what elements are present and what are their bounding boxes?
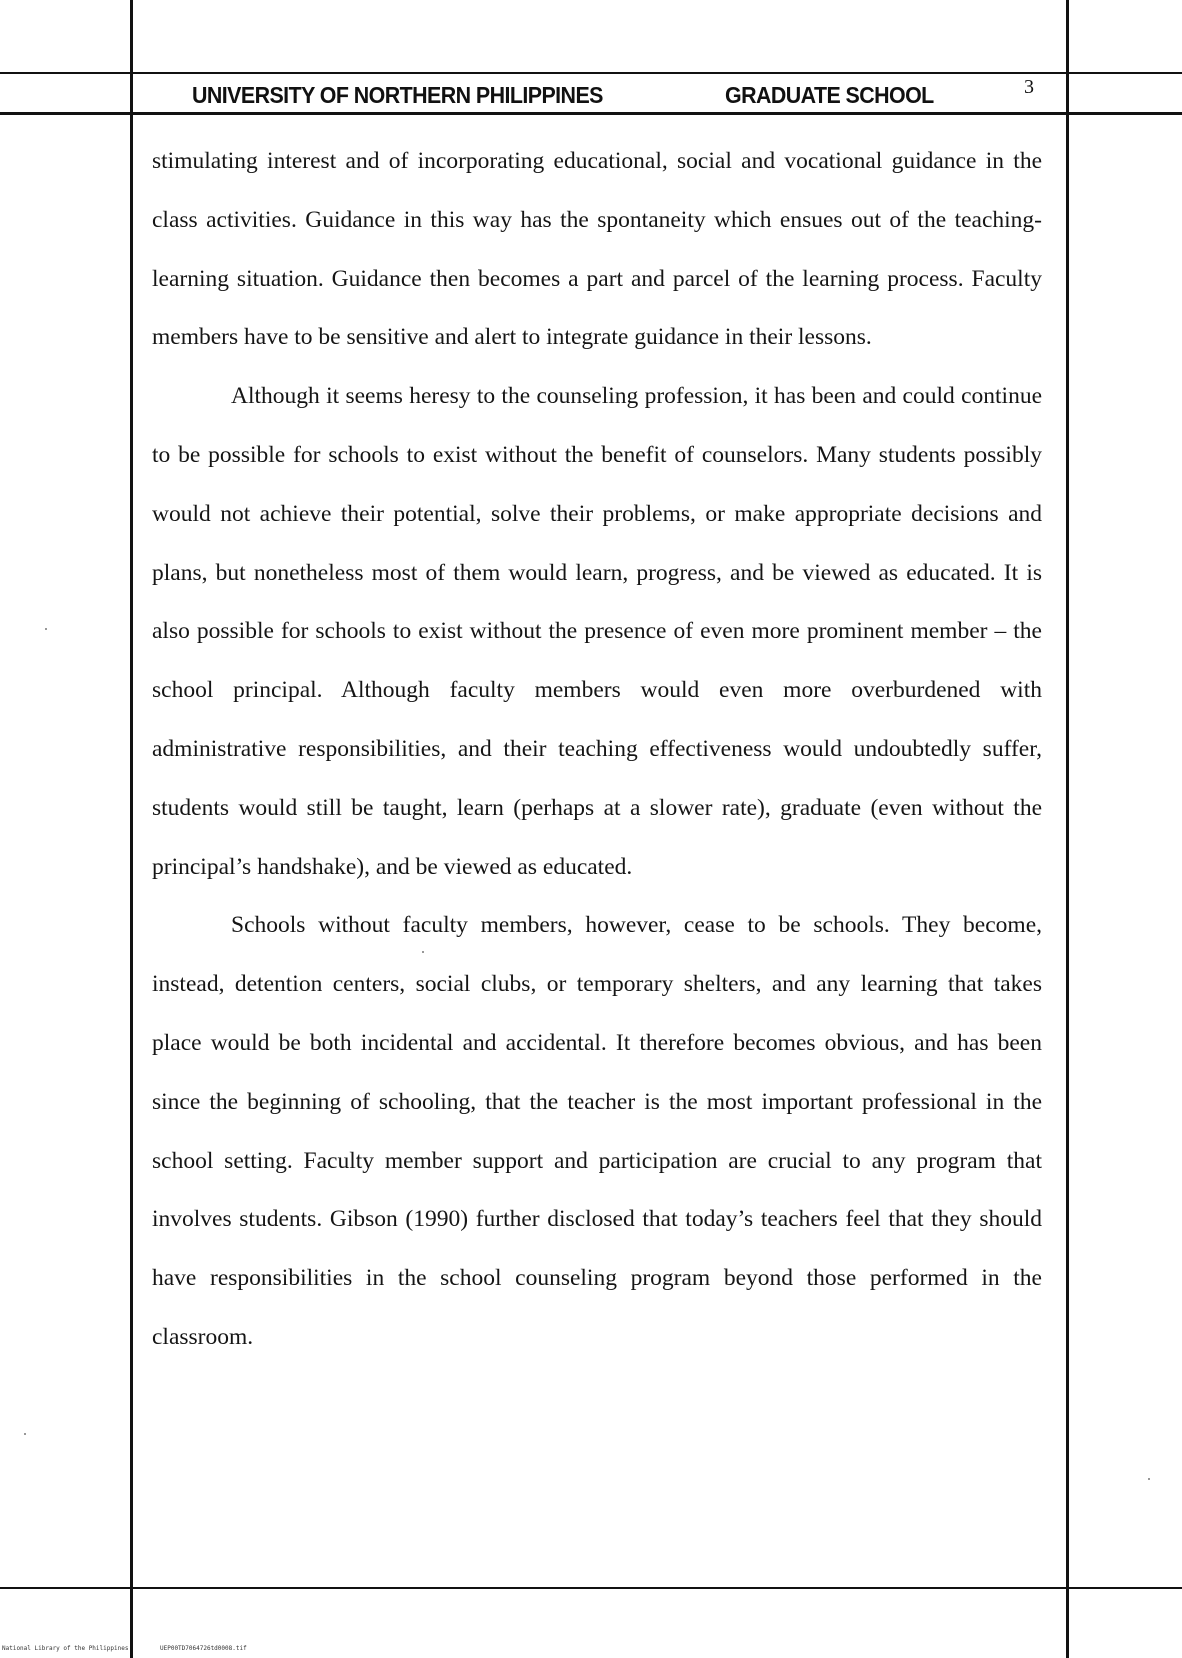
scan-speck: [45, 628, 47, 630]
footer-rule: [0, 1587, 1182, 1589]
document-body: [152, 132, 1042, 1367]
scan-speck: [422, 951, 424, 953]
left-margin-rule: [130, 0, 133, 1658]
paragraph-continuation: stimulating interest and of incorporating educational, social and vocational guidance in the class activities. Guidance in this way has the spontaneity which ensues out of the teaching-learning situation. Guidance then becomes a part and parcel of the learning process. Faculty members have to be sensitive and alert to integrate guidance in their lessons.: [152, 148, 1042, 351]
paragraph-counselors: Although it seems heresy to the counseling profession, it has been and could continue to be possible for schools to exist without the benefit of counselors. Many students possibly would not achieve their potential, solve their problems, or make appropriate decisions and plans, but nonetheless most of them would learn, progress, and be viewed as educated. It is also possible for schools to exist without the presence of even more prominent member – the school principal. Although faculty members would even more overburdened with administrative responsibilities, and their teaching effectiveness would undoubtedly suffer, students would still be taught, learn (perhaps at a slower rate), graduate (even without the principal’s handshake), and be viewed as educated.: [152, 383, 1042, 880]
university-name: UNIVERSITY OF NORTHERN PHILIPPINES: [192, 82, 603, 108]
scan-speck: [24, 1433, 26, 1435]
footer-library-stamp: National Library of the Philippines: [2, 1645, 129, 1652]
graduate-school-label: GRADUATE SCHOOL: [725, 82, 934, 108]
scan-speck: [1148, 1478, 1150, 1480]
paragraph-faculty-members: Schools without faculty members, however, cease to be schools. They become, instead, detention centers, social clubs, or temporary shelters, and any learning that takes place would be both incidental and accidental. It therefore becomes obvious, and has been since the beginning of schooling, that the teacher is the most important professional in the school setting. Faculty member support and participation are crucial to any program that involves students. Gibson (1990) further disclosed that today’s teachers feel that they should have responsibilities in the school counseling program beyond those performed in the classroom.: [152, 912, 1042, 1350]
header-bottom-rule: [0, 112, 1182, 115]
header-top-rule: [0, 72, 1182, 74]
right-margin-rule: [1066, 0, 1069, 1658]
footer-file-code: UEP00TD7064726td0008.tif: [160, 1645, 247, 1652]
page-number: 3: [1024, 76, 1034, 98]
